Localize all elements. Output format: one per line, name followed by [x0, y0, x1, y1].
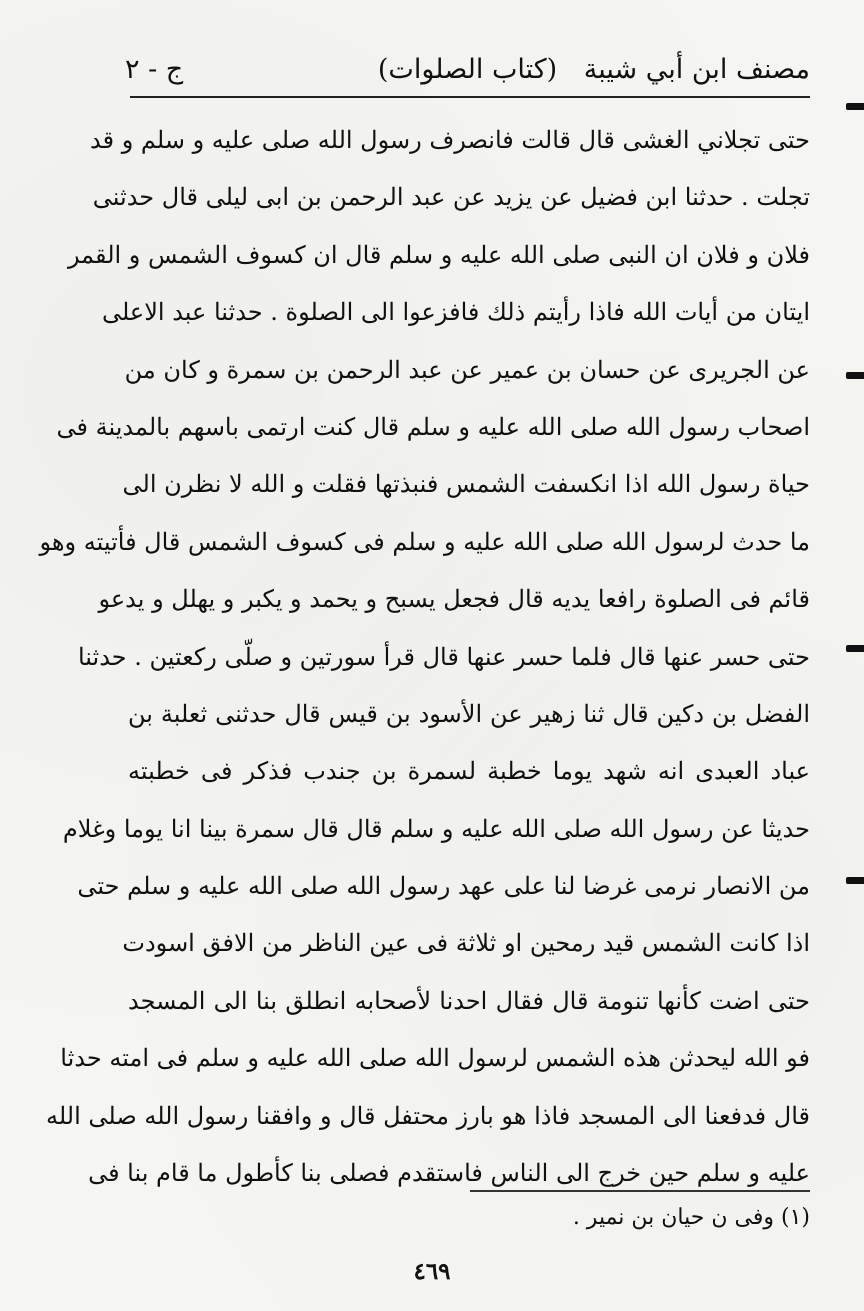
margin-scan-mark — [846, 372, 864, 379]
margin-scan-mark — [846, 877, 864, 884]
header-chapter-title: (كتاب الصلوات) — [377, 54, 558, 85]
text-line: من الانصار نرمى غرضا لنا على عهد رسول الله صلى الله عليه و سلم حتى — [77, 872, 810, 901]
text-line: عن الجريرى عن حسان بن عمير عن عبد الرحمن بن سمرة و كان من — [124, 355, 810, 384]
text-line: قال فدفعنا الى المسجد فاذا هو بارز محتفل قال و وافقنا رسول الله صلى الله — [45, 1101, 810, 1130]
text-line: تجلت . حدثنا ابن فضيل عن يزيد عن عبد الرحمن بن ابى ليلى قال حدثنى — [92, 183, 810, 212]
text-line: حتى تجلاني الغشى قال قالت فانصرف رسول الله صلى عليه و سلم و قد — [90, 126, 810, 154]
text-line: فو الله ليحدثن هذه الشمس لرسول الله صلى الله عليه و سلم فى امته حدثا — [60, 1044, 810, 1073]
text-line: حتى اضت كأنها تنومة قال فقال احدنا لأصحابه انطلق بنا الى المسجد — [128, 986, 810, 1015]
text-line: قائم فى الصلوة رافعا يديه قال فجعل يسبح و يحمد و يكبر و يهلل و يدعو — [98, 585, 810, 614]
text-line: عليه و سلم حين خرج الى الناس فاستقدم فصلى بنا كأطول ما قام بنا فى — [88, 1159, 810, 1188]
text-line: حياة رسول الله اذا انكسفت الشمس فنبذتها فقلت و الله لا نظرن الى — [122, 470, 810, 499]
text-line: الفضل بن دكين قال ثنا زهير عن الأسود بن قيس قال حدثنى ثعلبة بن — [128, 699, 810, 728]
page-number: ٤٦٩ — [413, 1258, 451, 1285]
text-line: عباد العبدى انه شهد يوما خطبة لسمرة بن جندب فذكر فى خطبته — [128, 757, 811, 786]
text-line: ما حدث لرسول الله صلى الله عليه و سلم فى كسوف الشمس قال فأتيته وهو — [39, 527, 810, 556]
text-line: ايتان من أيات الله فاذا رأيتم ذلك فافزعوا الى الصلوة . حدثنا عبد الاعلى — [101, 298, 810, 327]
footnote-rule — [470, 1190, 810, 1192]
margin-scan-mark — [846, 645, 864, 652]
text-line: حديثا عن رسول الله صلى الله عليه و سلم قال قال سمرة بينا انا يوما وغلام — [62, 814, 810, 843]
header-rule — [130, 96, 810, 98]
running-header — [125, 48, 810, 92]
text-line: فلان و فلان ان النبى صلى الله عليه و سلم قال ان كسوف الشمس و القمر — [67, 240, 810, 269]
text-line: حتى حسر عنها قال فلما حسر عنها قال قرأ سورتين و صلّى ركعتين . حدثنا — [77, 642, 810, 671]
text-line: اذا كانت الشمس قيد رمحين او ثلاثة فى عين الناظر من الافق اسودت — [122, 929, 810, 958]
footnote: (١) وفى ن حيان بن نمير . — [572, 1205, 810, 1230]
margin-scan-mark — [846, 103, 864, 110]
header-book-title: مصنف ابن أبي شيبة — [583, 54, 810, 85]
header-volume-number: ج - ٢ — [125, 54, 184, 85]
main-text — [39, 112, 811, 1202]
text-line: اصحاب رسول الله صلى الله عليه و سلم قال كنت ارتمى باسهم بالمدينة فى — [56, 412, 810, 441]
